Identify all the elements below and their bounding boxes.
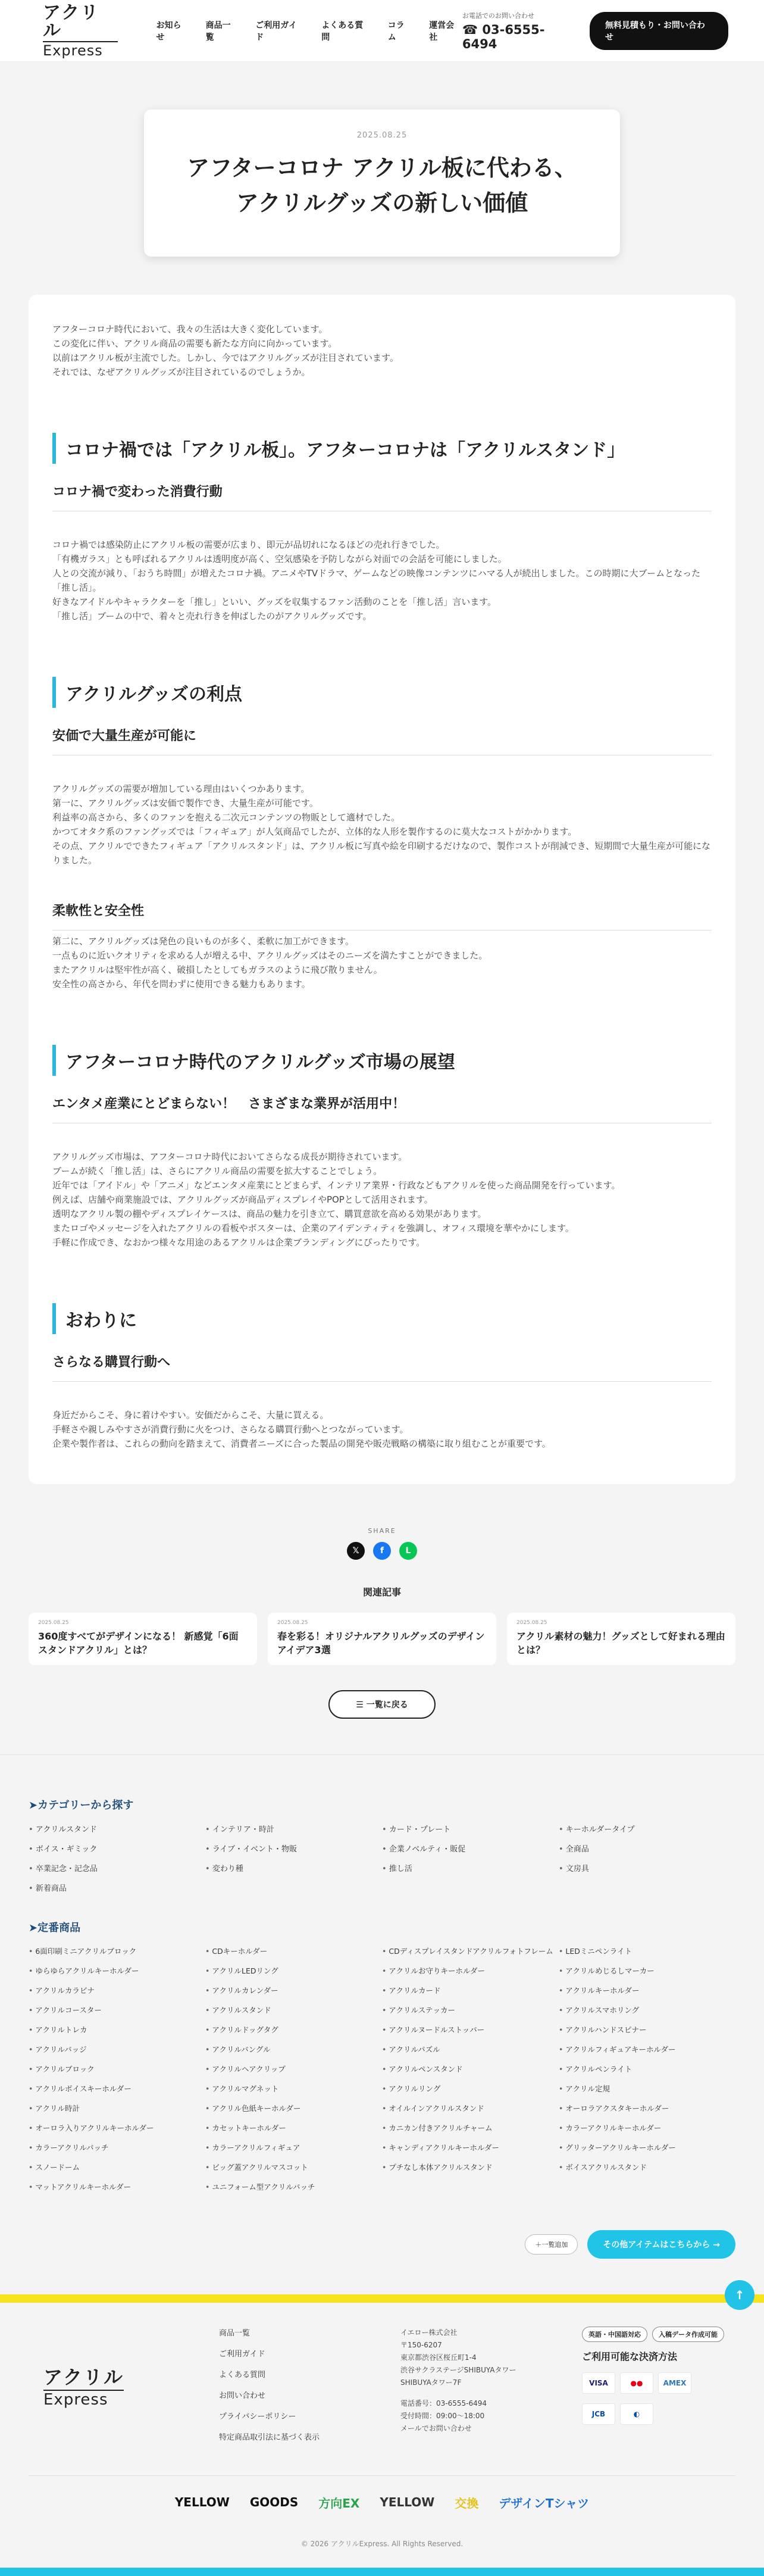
diners-icon: ◐ (620, 2403, 653, 2425)
footer-link-products[interactable]: 商品一覧 (219, 2328, 251, 2338)
product-link[interactable]: • アクリルバングル (205, 2044, 382, 2054)
product-link[interactable]: • アクリルトレカ (29, 2024, 205, 2035)
payment-info (582, 2327, 735, 2442)
footer-link-privacy[interactable]: プライバシーポリシー (219, 2412, 296, 2421)
footer-logo[interactable] (43, 2327, 219, 2442)
visa-icon: VISA (582, 2372, 615, 2394)
product-link[interactable]: • オーロラアクスタキーホルダー (559, 2103, 735, 2113)
product-link[interactable]: • アクリルカラビナ (29, 1985, 205, 1996)
brand-logo[interactable]: YELLOW (174, 2495, 230, 2510)
payment-title: ご利用可能な決済方法 (582, 2350, 678, 2362)
product-link[interactable]: • アクリルスマホリング (559, 2004, 735, 2015)
phone-caption: お電話でのお問い合わせ (462, 11, 534, 20)
related-articles (29, 1585, 735, 1719)
footer-link-faq[interactable]: よくある質問 (219, 2370, 266, 2380)
company-address: イエロー株式会社 〒150-6207 東京都渋谷区桜丘町1-4 渋谷サクラステージSHIBUYAタワー SHIBUYAタワー7F (400, 2328, 516, 2387)
product-link[interactable]: • アクリルスタンド (205, 2004, 382, 2015)
products-title: ➤定番商品 (29, 1921, 81, 1934)
footer-logo-line2: Express (43, 2390, 108, 2409)
jcb-icon: JCB (582, 2403, 615, 2425)
category-link[interactable]: • インテリア・時計 (205, 1823, 382, 1834)
logo-line1: アクリル (43, 4, 118, 42)
product-link[interactable]: • アクリルマグネット (205, 2083, 382, 2094)
related-card[interactable] (268, 1613, 496, 1665)
category-link[interactable]: • 全商品 (559, 1843, 735, 1854)
article-hero-card (144, 110, 620, 257)
brand-logo[interactable]: 交換 (455, 2496, 479, 2511)
product-link[interactable]: • アクリルフィギュアキーホルダー (559, 2044, 735, 2054)
site-header (0, 0, 764, 62)
section-text: アクリルグッズの需要が増加している理由はいくつかあります。 第一に、アクリルグッズは安価で製作でき、大量生産が可能です。 利益率の高さから、多くのファンを抱える二次元コンテンツの物販として適材でした。 かつてオタク系のファングッズでは「フィギュア」が人気商品でしたが、立体的な人形を製作するのに莫大なコストがかかります。 その点、アクリルでできたフィギュア「アクリルスタンド」は、アクリル板に写真や絵を印刷するだけなので、製作コストが削減でき、短期間で大量生産が可能になりました。 (52, 783, 711, 866)
phone-contact (462, 11, 579, 51)
footer-link-contact[interactable]: お問い合わせ (219, 2391, 266, 2400)
related-card[interactable] (507, 1613, 735, 1665)
product-link[interactable]: • アクリルカード (382, 1985, 559, 1996)
article-body (29, 295, 735, 1484)
related-card-title: アクリル素材の魅力！グッズとして好まれる理由とは？ (516, 1630, 725, 1656)
company-contact: 電話番号：03-6555-6494 受付時間：09:00～18:00 メールでお問い合わせ (400, 2399, 487, 2433)
product-link[interactable]: • アクリルカレンダー (205, 1985, 382, 1996)
product-link[interactable]: • グリッターアクリルキーホルダー (559, 2142, 735, 2153)
bottom-accent-bar (0, 2568, 764, 2576)
product-link[interactable]: • アクリルハンドスピナー (559, 2024, 735, 2035)
main-content (0, 62, 764, 1754)
company-info (400, 2327, 582, 2442)
category-section (0, 1754, 764, 2294)
product-link[interactable]: • LEDミニペンライト (559, 1946, 735, 1956)
product-link[interactable]: • キャンディアクリルキーホルダー (382, 2142, 559, 2153)
badge-data: 入稿データ作成可能 (652, 2327, 724, 2342)
product-link[interactable]: • アクリルドッグタグ (205, 2024, 382, 2035)
category-link[interactable]: • 新着商品 (29, 1882, 205, 1893)
product-link[interactable]: • アクリルヘアクリップ (205, 2063, 382, 2074)
category-link[interactable]: • 推し活 (382, 1862, 559, 1874)
facebook-icon[interactable]: f (373, 1542, 391, 1560)
article-intro: アフターコロナ時代において、我々の生活は大きく変化しています。 この変化に伴い、アクリル商品の需要も新たな方向に向かっています。 以前はアクリル板が主流でした。しかし、今ではアクリルグッズが注目されています。 それでは、なぜアクリルグッズが注目されているのでしょうか。 (52, 323, 399, 377)
product-link[interactable]: • カラーアクリルフィギュア (205, 2142, 382, 2153)
category-link[interactable]: • 卒業記念・記念品 (29, 1862, 205, 1874)
category-link[interactable]: • キーホルダータイプ (559, 1823, 735, 1834)
product-link[interactable]: • ゆらゆらアクリルキーホルダー (29, 1965, 205, 1976)
product-link[interactable]: • アクリルボイスキーホルダー (29, 2083, 205, 2094)
product-link[interactable]: • CDディスプレイスタンドアクリルフォトフレーム (382, 1946, 559, 1956)
quote-contact-button[interactable]: 無料見積もり・お問い合わせ (590, 12, 728, 50)
product-link[interactable]: • アクリル色紙キーホルダー (205, 2103, 382, 2113)
section-subheading: コロナ禍で変わった消費行動 (52, 482, 712, 511)
category-link[interactable]: • ライブ・イベント・物販 (205, 1843, 382, 1854)
product-link[interactable]: • スノードーム (29, 2162, 205, 2172)
yellow-divider (0, 2294, 764, 2303)
section-heading: アフターコロナ時代のアクリルグッズ市場の展望 (52, 1045, 712, 1076)
category-list (29, 1823, 735, 1893)
share-icons (29, 1542, 735, 1560)
scroll-to-top-button[interactable] (725, 2280, 754, 2310)
category-link[interactable]: • 企業ノベルティ・販促 (382, 1843, 559, 1854)
related-title: 関連記事 (362, 1586, 401, 1598)
product-link[interactable]: • アクリルヌードルストッパー (382, 2024, 559, 2035)
footer-link-tokushoho[interactable]: 特定商品取引法に基づく表示 (219, 2433, 320, 2442)
badge-language: 英語・中国語対応 (582, 2327, 647, 2342)
site-footer (0, 2303, 764, 2568)
section-subheading: さらなる購買行動へ (52, 1352, 712, 1382)
product-link[interactable]: • マットアクリルキーホルダー (29, 2181, 205, 2192)
product-link[interactable]: • ユニフォーム型アクリルバッチ (205, 2181, 382, 2192)
product-link[interactable]: • アクリルパズル (382, 2044, 559, 2054)
product-link[interactable]: • アクリル定規 (559, 2083, 735, 2094)
related-card-title: 春を彩る！オリジナルアクリルグッズのデザインアイデア3選 (277, 1630, 485, 1656)
product-link[interactable]: • アクリルバッジ (29, 2044, 205, 2054)
payment-methods (582, 2372, 735, 2425)
category-actions (29, 2230, 735, 2259)
product-link[interactable]: • カラーアクリルバッチ (29, 2142, 205, 2153)
related-date: 2025.08.25 (516, 1619, 547, 1626)
product-link[interactable]: • カニカン付きアクリルチャーム (382, 2122, 559, 2133)
phone-number[interactable]: ☎ 03-6555-6494 (462, 22, 545, 51)
category-link[interactable]: • ボイス・ギミック (29, 1843, 205, 1854)
section-subheading: 柔軟性と安全性 (52, 901, 712, 931)
x-icon[interactable]: 𝕏 (347, 1542, 365, 1560)
article-title: アフターコロナ アクリル板に代わる、アクリルグッズの新しい価値 (187, 155, 577, 216)
share-block (29, 1527, 735, 1560)
main-nav (156, 19, 462, 43)
product-link[interactable]: • アクリルコースター (29, 2004, 205, 2015)
section-text: コロナ禍では感染防止にアクリル板の需要が広まり、即元が品切れになるほどの売れ行きでした。 「有機ガラス」とも呼ばれるアクリルは透明度が高く、空気感染を予防しながら対面での会話を可能にしました。 人との交流が減り、「おうち時間」が増えたコロナ禍。アニメやTVドラマ、ゲームなどの映像コンテンツにハマる人が続出しました。この時期に大ブームとなった「推し活」。 好きなアイドルやキャラクターを「推し」といい、グッズを収集するファン活動のことを「推し活」言います。 「推し活」ブームの中で、着々と売れ行きを伸ばしたのがアクリルグッズです。 (52, 539, 701, 622)
nav-column[interactable]: コラム (387, 20, 405, 42)
share-label: SHARE (368, 1526, 396, 1535)
add-list-button[interactable]: ＋一覧追加 (525, 2234, 578, 2255)
nav-company[interactable]: 運営会社 (429, 20, 455, 42)
other-items-button[interactable]: その他アイテムはこちらから → (587, 2230, 735, 2259)
product-link[interactable]: • 6面印刷ミニアクリルブロック (29, 1946, 205, 1956)
product-link[interactable]: • カセットキーホルダー (205, 2122, 382, 2133)
brand-logos (29, 2475, 735, 2531)
nav-guide[interactable]: ご利用ガイド (255, 20, 297, 42)
product-link[interactable]: • アクリルリング (382, 2083, 559, 2094)
section-heading: コロナ禍では「アクリル板」。アフターコロナは「アクリルスタンド」 (52, 433, 712, 464)
nav-products[interactable]: 商品一覧 (205, 20, 231, 42)
footer-columns (29, 2327, 735, 2442)
product-link[interactable]: • アクリルステッカー (382, 2004, 559, 2015)
related-date: 2025.08.25 (277, 1619, 308, 1626)
product-link[interactable]: • ビッグ蓋アクリルマスコット (205, 2162, 382, 2172)
product-link[interactable]: • オイルインアクリルスタンド (382, 2103, 559, 2113)
line-icon[interactable]: L (399, 1542, 417, 1560)
nav-faq[interactable]: よくある質問 (321, 20, 364, 42)
section-subheading: エンタメ産業にとどまらない！ さまざまな業界が活用中！ (52, 1094, 712, 1123)
article-date: 2025.08.25 (356, 131, 408, 140)
product-link[interactable]: • アクリルブロック (29, 2063, 205, 2074)
mastercard-icon: ●● (620, 2372, 653, 2394)
product-link[interactable]: • アクリルお守りキーホルダー (382, 1965, 559, 1976)
related-card[interactable] (29, 1613, 257, 1665)
site-logo[interactable] (43, 4, 118, 58)
product-link[interactable]: • アクリルペンライト (559, 2063, 735, 2074)
footer-links (219, 2327, 400, 2442)
brand-logo[interactable]: デザインTシャツ (499, 2496, 590, 2511)
product-link[interactable]: • アクリルペンスタンド (382, 2063, 559, 2074)
product-link[interactable]: • ボイスアクリルスタンド (559, 2162, 735, 2172)
product-link[interactable]: • プチなし本体アクリルスタンド (382, 2162, 559, 2172)
related-list (29, 1613, 735, 1665)
product-link[interactable]: • アクリルLEDリング (205, 1965, 382, 1976)
related-date: 2025.08.25 (38, 1619, 69, 1626)
logo-line2: Express (43, 42, 103, 59)
nav-news[interactable]: お知らせ (156, 20, 181, 42)
footer-link-guide[interactable]: ご利用ガイド (219, 2349, 265, 2359)
brand-logo[interactable]: YELLOW (380, 2495, 435, 2510)
product-link[interactable]: • CDキーホルダー (205, 1946, 382, 1956)
brand-logo[interactable]: GOODS (249, 2495, 299, 2510)
copyright: © 2026 アクリルExpress. All Rights Reserved. (300, 2539, 464, 2548)
category-link[interactable]: • カード・プレート (382, 1823, 559, 1834)
category-link[interactable]: • 変わり種 (205, 1862, 382, 1874)
product-link[interactable]: • アクリルキーホルダー (559, 1985, 735, 1996)
amex-icon: AMEX (658, 2372, 691, 2394)
arrow-up-icon: ↑ (734, 2288, 745, 2302)
service-badges (582, 2327, 735, 2342)
product-link[interactable]: • カラーアクリルキーホルダー (559, 2122, 735, 2133)
back-to-list-button[interactable]: ☰ 一覧に戻る (328, 1690, 435, 1719)
related-card-title: 360度すべてがデザインになる！ 新感覚「6面スタンドアクリル」とは？ (38, 1630, 239, 1656)
product-link[interactable]: • アクリルめじるしマーカー (559, 1965, 735, 1976)
brand-logo[interactable]: 方向EX (318, 2496, 360, 2511)
section-text: 身近だからこそ、身に着けやすい。安価だからこそ、大量に買える。 手軽さや親しみやすさが消費行動に火をつけ、さらなる購買行動へとつながっています。 企業や製作者は、これらの動向を踏まえて、消費者ニーズに合った製品の開発や販売戦略の構築に取り組むことが重要です。 (52, 1409, 551, 1449)
product-list (29, 1946, 735, 2192)
section-text: アクリルグッズ市場は、アフターコロナ時代においてさらなる成長が期待されています。 ブームが続く「推し活」は、さらにアクリル商品の需要を拡大することでしょう。 近年では「アイドル」や「アニメ」などエンタメ産業にとどまらず、インテリア業界・行政などもアクリルを使った商品開発を行っています。 例えば、店舗や商業施設では、アクリルグッズが商品ディスプレイやPOPとして活用されます。 透明なアクリル製の棚やディスプレイケースは、商品の魅力を引き立て、購買意欲を高める効果があります。 またロゴやメッセージを入れたアクリルの看板やボスターは、企業のアイデンティティを強調し、オフィス環境を華やかにします。 手軽に作成でき、なおかつ様々な用途のあるアクリルは企業ブランディングにぴったりです。 (52, 1151, 621, 1248)
section-heading: アクリルグッズの利点 (52, 677, 712, 708)
section-heading: おわりに (52, 1303, 712, 1334)
category-title: ➤カテゴリーから探す (29, 1798, 134, 1812)
section-text: 第二に、アクリルグッズは発色の良いものが多く、柔軟に加工ができます。 一点ものに近いクオリティを求める人が増える中、アクリルグッズはそのニーズを満たすことができました。 またアクリルは堅牢性が高く、破損したとしてもガラスのように飛び散りません。 安全性の高さから、年代を問わずに使用できる魅力もあります。 (52, 935, 488, 989)
product-link[interactable]: • オーロラ入りアクリルキーホルダー (29, 2122, 205, 2133)
category-link[interactable]: • アクリルスタンド (29, 1823, 205, 1834)
footer-logo-line1: アクリル (43, 2362, 124, 2391)
section-subheading: 安価で大量生産が可能に (52, 726, 712, 755)
category-link[interactable]: • 文房具 (559, 1862, 735, 1874)
product-link[interactable]: • アクリル時計 (29, 2103, 205, 2113)
